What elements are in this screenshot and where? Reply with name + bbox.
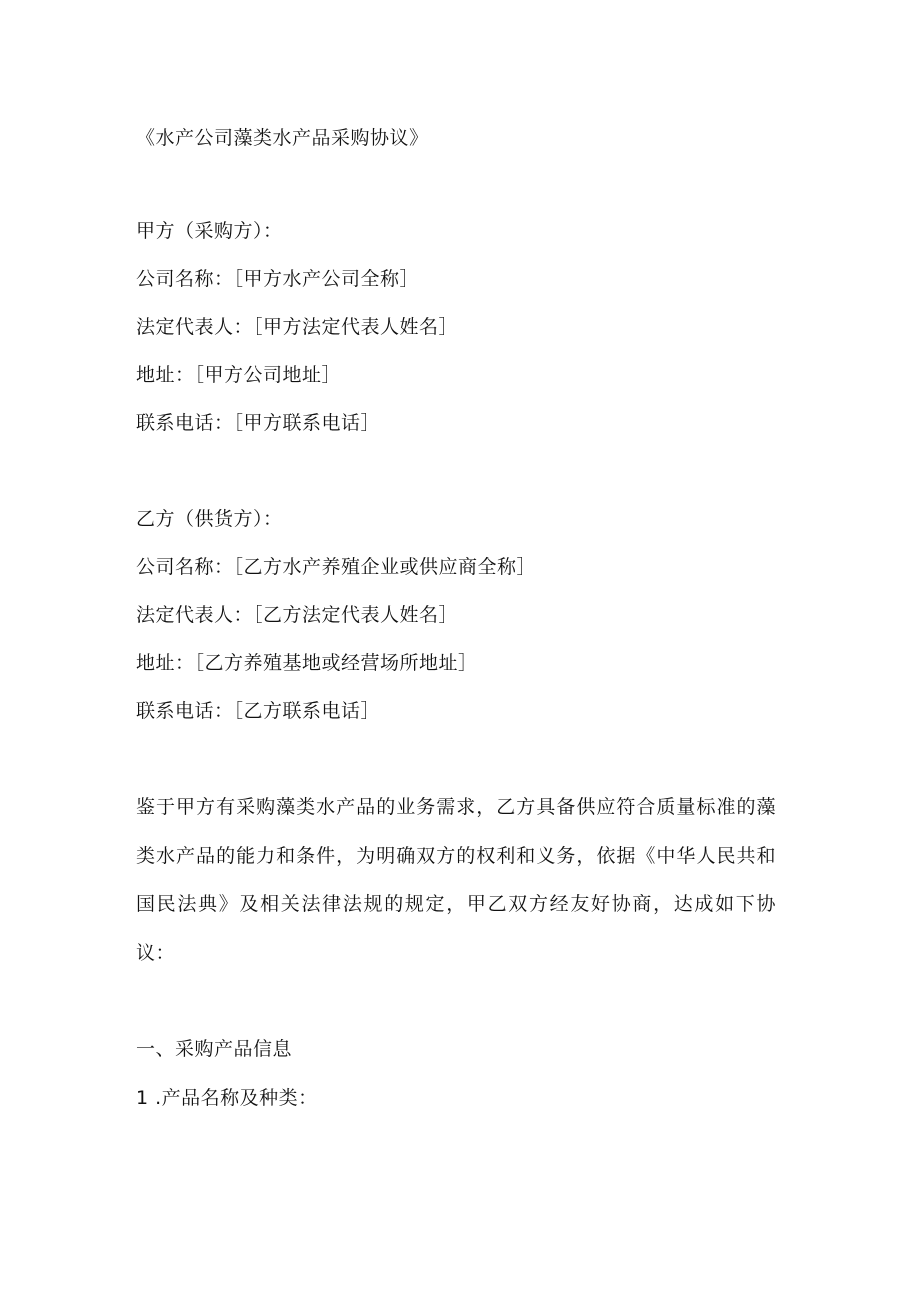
party-b-heading: 乙方（供货方）： <box>136 508 283 530</box>
party-b-phone: 联系电话：［乙方联系电话］ <box>136 700 381 722</box>
party-a-address: 地址：［甲方公司地址］ <box>136 364 342 386</box>
preamble-paragraph: 鉴于甲方有采购藻类水产品的业务需求，乙方具备供应符合质量标准的藻类水产品的能力和条件，为明确双方的权利和义务，依据《中华人民共和国民法典》及相关法律法规的规定，甲乙双方经友好协商，达成如下协议： <box>136 796 776 964</box>
section-1-item-1: 1 .产品名称及种类： <box>136 1087 318 1109</box>
party-a-company: 公司名称：［甲方水产公司全称］ <box>136 268 420 290</box>
party-a-heading: 甲方（采购方）： <box>136 220 283 242</box>
party-b-company: 公司名称：［乙方水产养殖企业或供应商全称］ <box>136 556 537 578</box>
party-b-address: 地址：［乙方养殖基地或经营场所地址］ <box>136 652 478 674</box>
party-b-representative: 法定代表人：［乙方法定代表人姓名］ <box>136 604 459 626</box>
section-1-heading: 一、采购产品信息 <box>136 1038 293 1060</box>
document-title: 《水产公司藻类水产品采购协议》 <box>136 127 429 149</box>
party-a-phone: 联系电话：［甲方联系电话］ <box>136 412 381 434</box>
party-a-representative: 法定代表人：［甲方法定代表人姓名］ <box>136 316 459 338</box>
